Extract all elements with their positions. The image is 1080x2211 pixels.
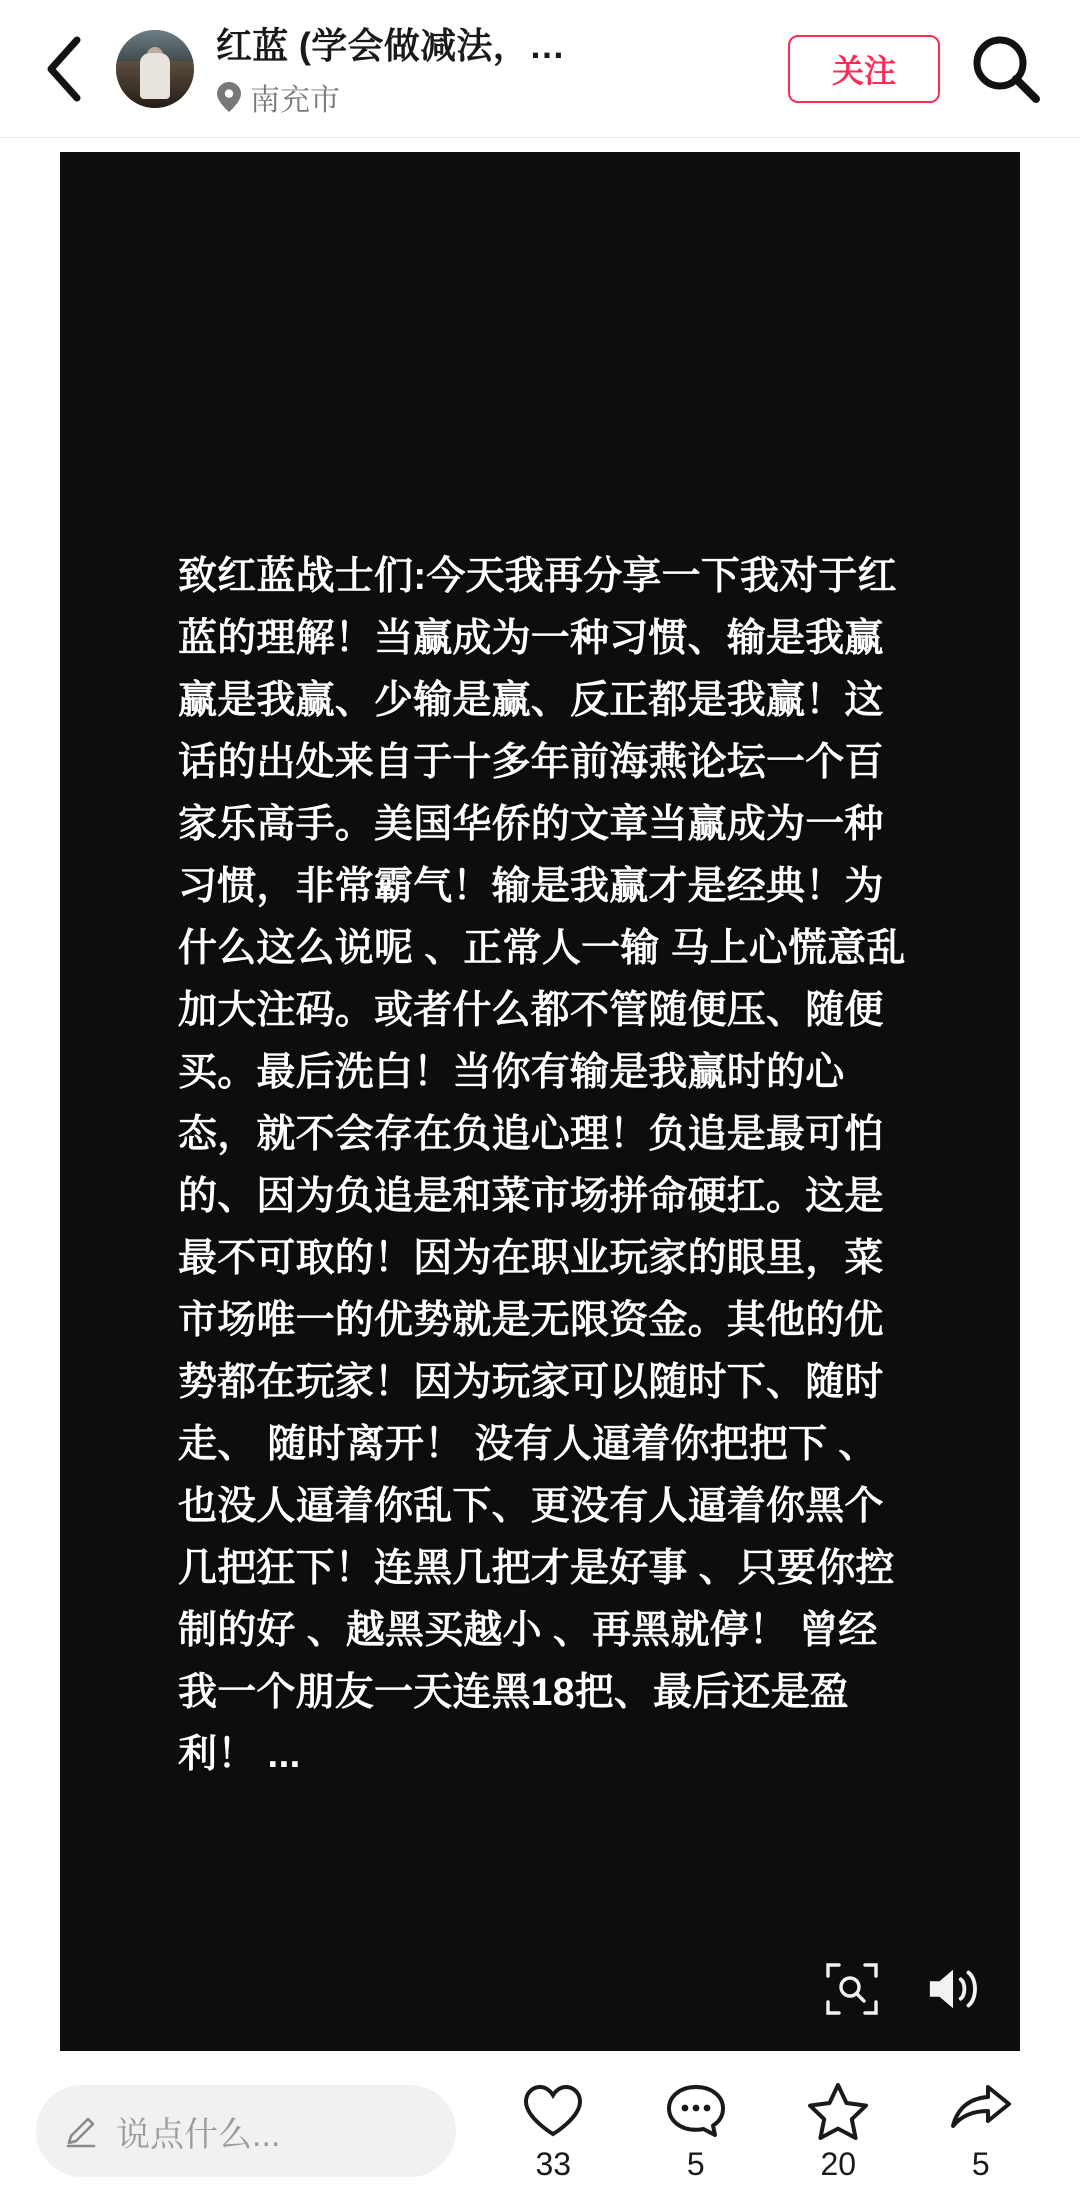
avatar[interactable] xyxy=(116,30,194,108)
comment-placeholder-text: 说点什么... xyxy=(116,2115,281,2154)
comment-input[interactable] xyxy=(36,2085,456,2177)
comment-count: 5 xyxy=(686,2146,705,2182)
back-button[interactable] xyxy=(24,26,110,112)
engagement-actions xyxy=(456,2080,1052,2182)
video-overlay-controls xyxy=(824,1961,982,2017)
volume-on-icon xyxy=(926,1963,982,2015)
star-glyph xyxy=(806,2080,870,2142)
share-count: 5 xyxy=(971,2146,990,2182)
author-nickname: 红蓝 (学会做减法，… xyxy=(216,25,566,66)
bottom-action-bar xyxy=(0,2051,1080,2211)
chevron-left-icon xyxy=(43,34,91,104)
avatar-figure-body xyxy=(140,53,170,99)
like-count: 33 xyxy=(535,2146,572,2182)
share-arrow-icon xyxy=(948,2082,1014,2140)
favorite-count: 20 xyxy=(820,2146,857,2182)
comment-glyph xyxy=(665,2080,727,2142)
comment-button[interactable] xyxy=(637,2080,755,2182)
share-glyph xyxy=(948,2080,1014,2142)
heart-icon xyxy=(522,2083,584,2139)
fullscreen-search-icon xyxy=(825,1962,879,2016)
pencil-icon xyxy=(62,2112,100,2150)
video-caption: 致红蓝战士们:今天我再分享一下我对于红蓝的理解！当赢成为一种习惯、输是我赢赢是我赢、少输是赢、反正都是我赢！这话的出处来自于十多年前海燕论坛一个百家乐高手。美国华侨的文章当赢成为一种习惯，非常霸气！输是我赢才是经典！为什么这么说呢 、正常人一输 马上心慌意乱加大注码。或者什么都不管随便压、随便买。最后洗白！当你有输是我赢时的心态，就不会存在负追心理！负追是最可怕的、因为负追是和菜市场拼命硬扛。这是最不可取的！因为在职业玩家的眼里，菜市场唯一的优势就是无限资金。其他的优势都在玩家！因为玩家可以随时下、随时走、 随时离开！ 没有人逼着你把把下 、也没人逼着你乱下、更没有人逼着你黑个几把狂下！连黑几把才是好事 、只要你控制的好 、越黑买越小 、再黑就停！ 曾经我一个朋友一天连黑18把、最后还是盈利！ ... xyxy=(178,555,906,1776)
volume-button[interactable] xyxy=(926,1961,982,2017)
like-button[interactable] xyxy=(494,2080,612,2182)
location-pin-icon xyxy=(216,81,242,113)
author-location xyxy=(216,75,772,119)
fullscreen-search-button[interactable] xyxy=(824,1961,880,2017)
star-icon xyxy=(806,2081,870,2141)
content-stage xyxy=(0,138,1080,2051)
comment-bubble-icon xyxy=(665,2082,727,2140)
video-player[interactable] xyxy=(60,152,1020,2051)
author-info[interactable] xyxy=(216,18,772,119)
follow-button[interactable]: 关注 xyxy=(788,35,940,103)
location-text: 南充市 xyxy=(250,84,340,117)
favorite-button[interactable] xyxy=(779,2080,897,2182)
heart-glyph xyxy=(522,2080,584,2142)
search-icon xyxy=(968,31,1044,107)
search-button[interactable] xyxy=(960,23,1052,115)
top-header xyxy=(0,0,1080,138)
share-button[interactable] xyxy=(922,2080,1040,2182)
